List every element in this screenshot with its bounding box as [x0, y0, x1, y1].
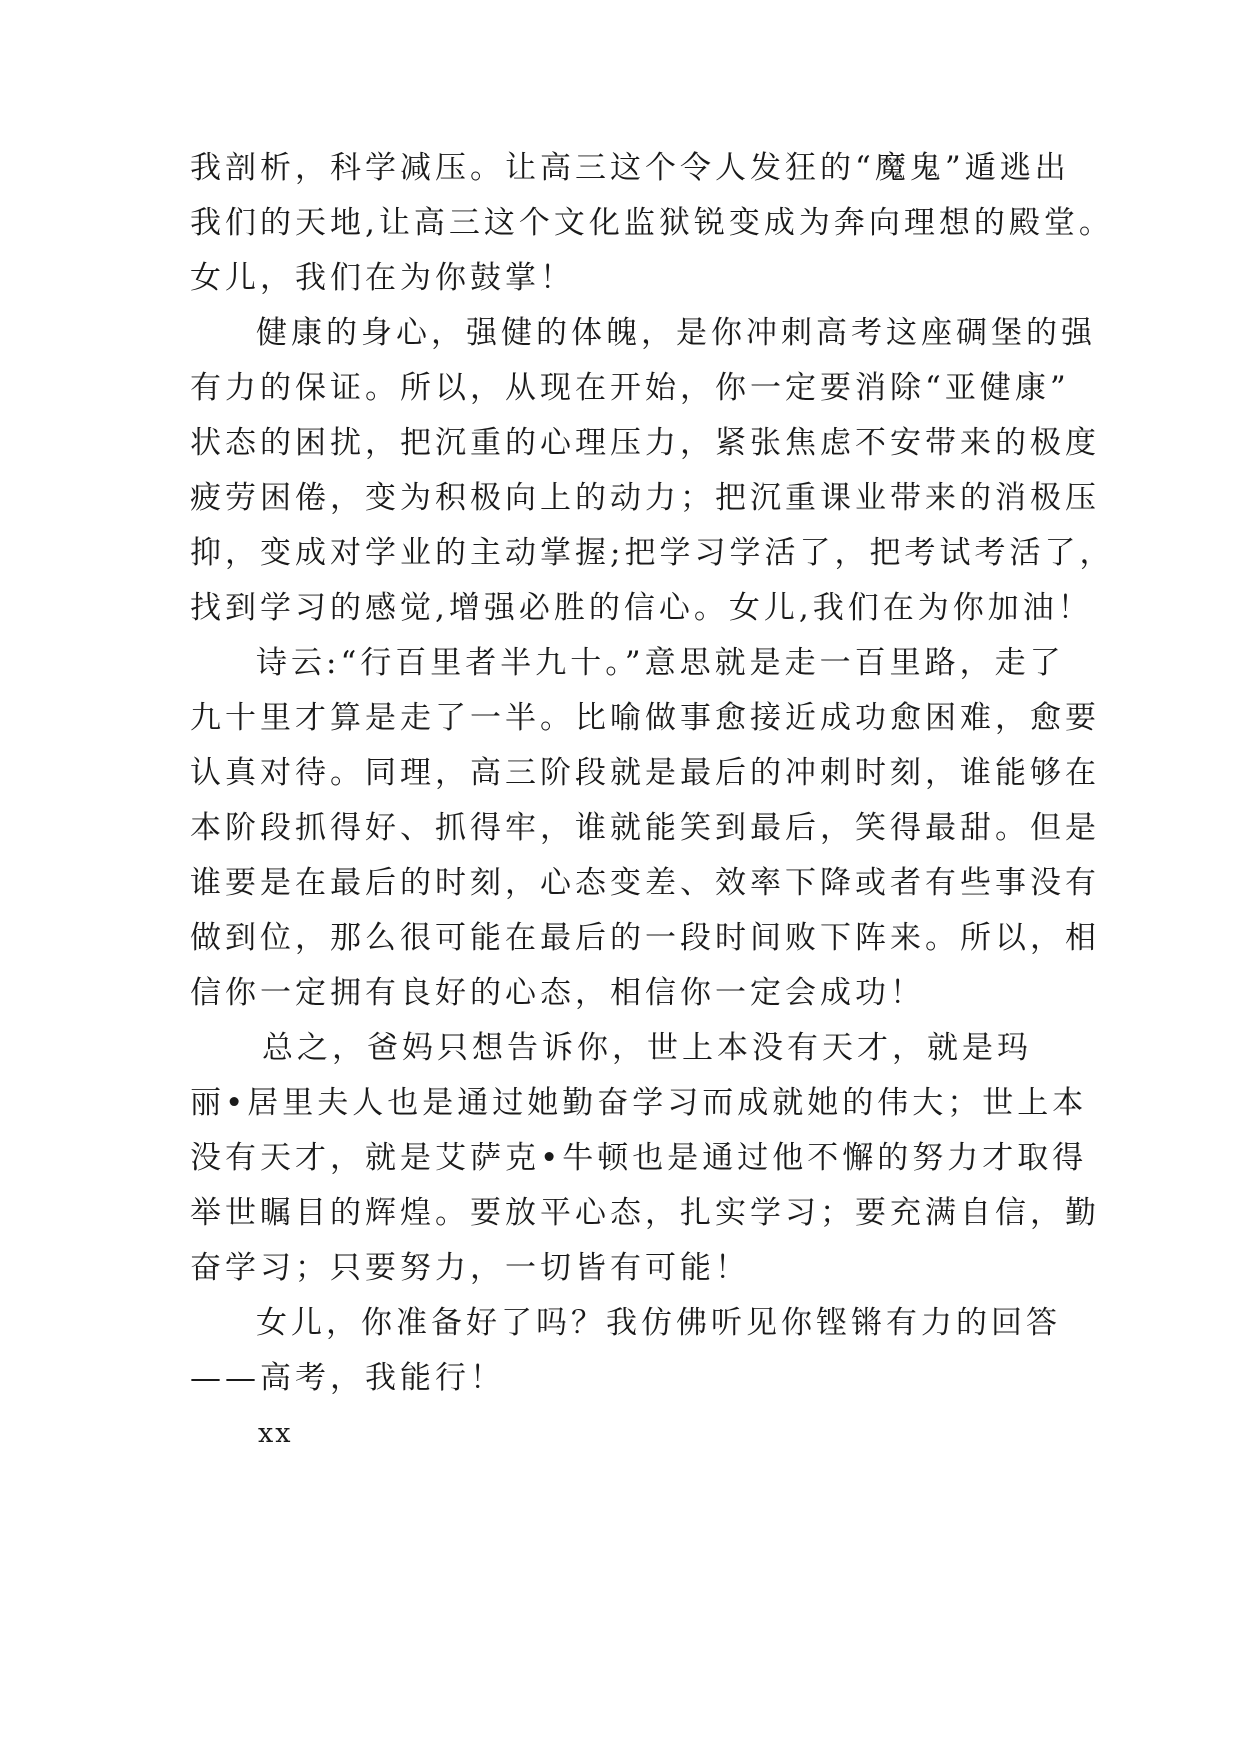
text-line: 做到位，那么很可能在最后的一段时间败下阵来。所以，相 — [190, 920, 1100, 956]
text-line: 没有天才，就是艾萨克•牛顿也是通过他不懈的努力才取得 — [190, 1140, 1088, 1176]
paragraph-start-line: 女儿，你准备好了吗？我仿佛听见你铿锵有力的回答 — [256, 1305, 1061, 1341]
paragraph-start-line: 诗云:“行百里者半九十。”意思就是走一百里路，走了 — [256, 645, 1065, 681]
paragraph-start-line: 健康的身心，强健的体魄，是你冲刺高考这座碉堡的强 — [256, 315, 1096, 351]
text-line: 本阶段抓得好、抓得牢，谁就能笑到最后，笑得最甜。但是 — [190, 810, 1100, 846]
text-line: 信你一定拥有良好的心态，相信你一定会成功！ — [190, 975, 925, 1011]
text-line: 我剖析，科学减压。让高三这个令人发狂的“魔鬼”遁逃出 — [190, 150, 1070, 186]
text-line: 谁要是在最后的时刻，心态变差、效率下降或者有些事没有 — [190, 865, 1100, 901]
text-line: 九十里才算是走了一半。比喻做事愈接近成功愈困难，愈要 — [190, 700, 1100, 736]
text-line: 我们的天地,让高三这个文化监狱锐变成为奔向理想的殿堂。 — [190, 205, 1114, 241]
text-line: 丽•居里夫人也是通过她勤奋学习而成就她的伟大；世上本 — [190, 1085, 1088, 1121]
text-line: 有力的保证。所以，从现在开始，你一定要消除“亚健康” — [190, 370, 1070, 406]
signature: xx — [258, 1418, 293, 1449]
text-line: 举世瞩目的辉煌。要放平心态，扎实学习；要充满自信，勤 — [190, 1195, 1100, 1231]
text-line: 疲劳困倦，变为积极向上的动力；把沉重课业带来的消极压 — [190, 480, 1100, 516]
text-line: 女儿，我们在为你鼓掌！ — [190, 260, 575, 296]
text-line: ——高考，我能行！ — [190, 1360, 505, 1396]
text-line: 找到学习的感觉,增强必胜的信心。女儿,我们在为你加油！ — [190, 590, 1093, 626]
text-line: 认真对待。同理，高三阶段就是最后的冲刺时刻，谁能够在 — [190, 755, 1100, 791]
paragraph-start-line: 总之，爸妈只想告诉你，世上本没有天才，就是玛 — [262, 1030, 1032, 1066]
text-line: 奋学习；只要努力，一切皆有可能！ — [190, 1250, 750, 1286]
text-line: 抑，变成对学业的主动掌握;把学习学活了，把考试考活了， — [190, 535, 1115, 571]
text-line: 状态的困扰，把沉重的心理压力，紧张焦虑不安带来的极度 — [190, 425, 1100, 461]
